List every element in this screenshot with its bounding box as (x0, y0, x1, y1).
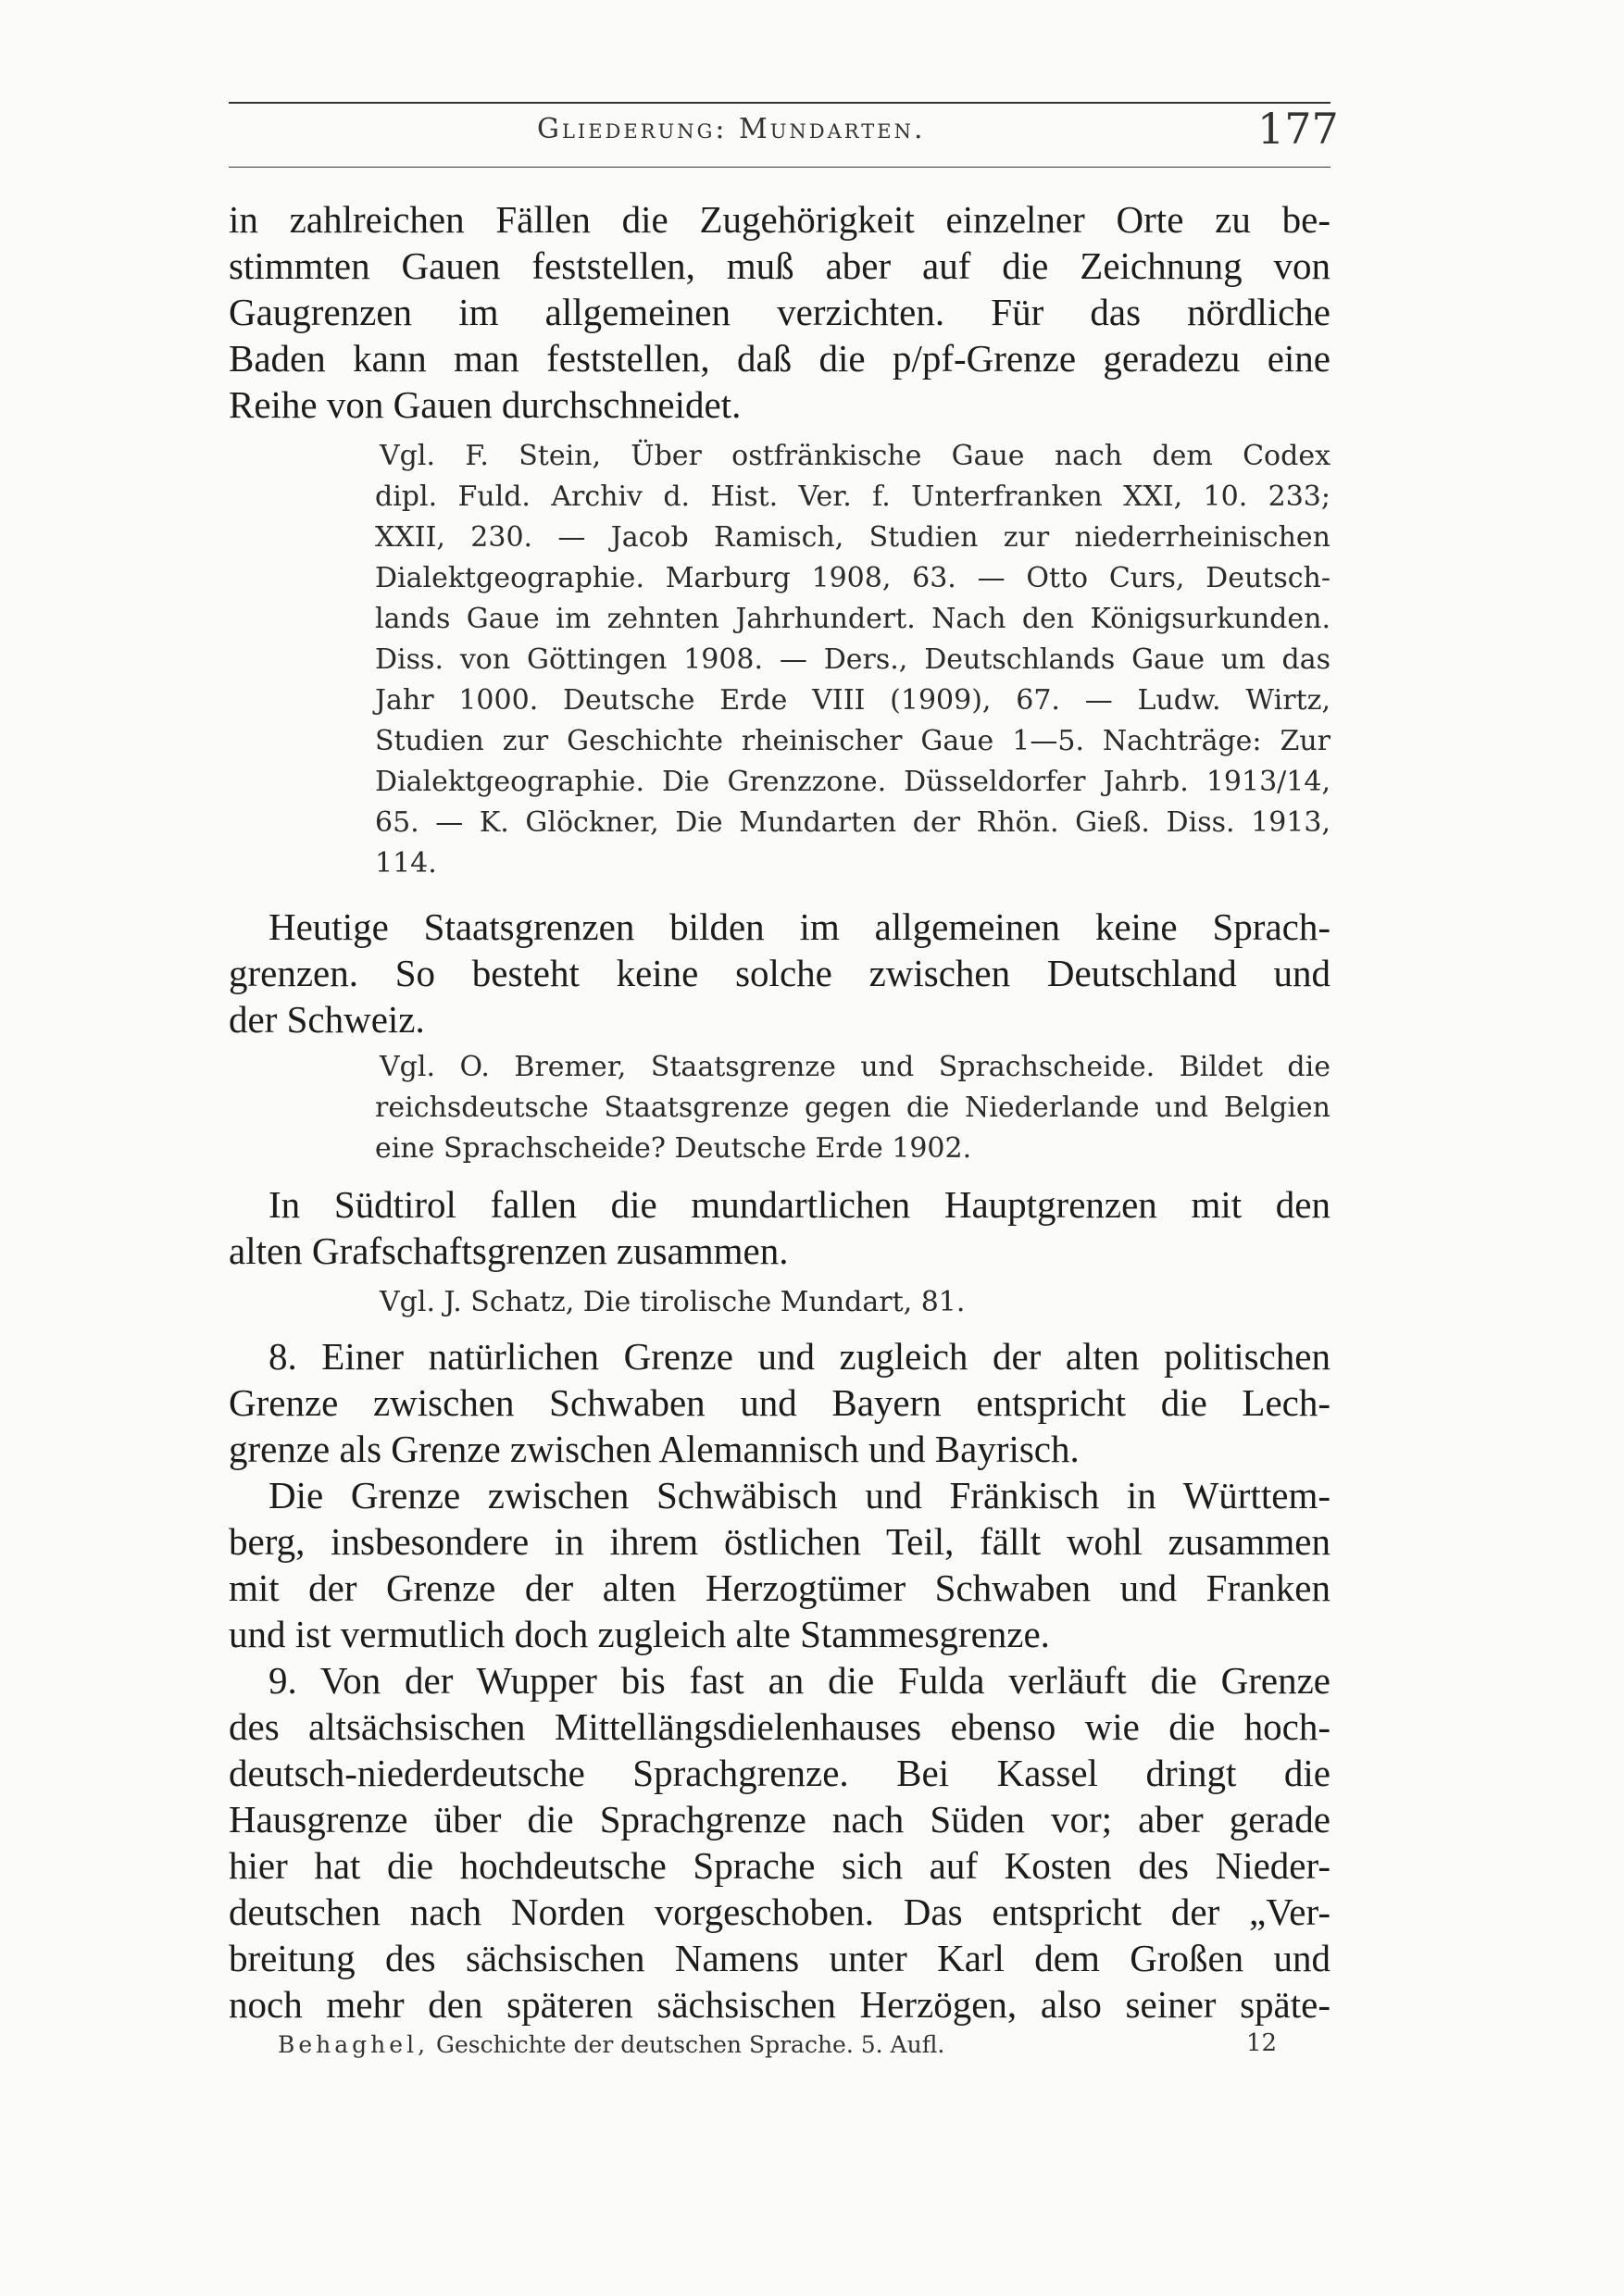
footnote-line: Vgl. O. Bremer, Staatsgrenze und Sprachscheide. Bildet die (380, 1051, 1330, 1083)
text-line: hier hat die hochdeutsche Sprache sich auf Kosten des Nieder- (229, 1844, 1330, 1887)
text-line: 9. Von der Wupper bis fast an die Fulda verläuft die Grenze (269, 1659, 1330, 1702)
text-line: berg, insbesondere in ihrem östlichen Teil, fällt wohl zusammen (229, 1520, 1330, 1563)
footnote-line: Diss. von Göttingen 1908. — Ders., Deutschlands Gaue um das (375, 643, 1330, 676)
text-line: des altsächsischen Mittellängsdielenhauses ebenso wie die hoch- (229, 1705, 1330, 1748)
footnote-line: XXII, 230. — Jacob Ramisch, Studien zur niederrheinischen (375, 521, 1330, 554)
footnote-line: Dialektgeographie. Die Grenzzone. Düsseldorfer Jahrb. 1913/14, (375, 766, 1330, 798)
footer-author: Behaghel, (278, 2031, 430, 2058)
text-line: breitung des sächsischen Namens unter Karl dem Großen und (229, 1937, 1330, 1979)
text-line: Grenze zwischen Schwaben und Bayern entspricht die Lech- (229, 1381, 1330, 1424)
text-line: Gaugrenzen im allgemeinen verzichten. Für das nördliche (229, 291, 1330, 333)
text-line: mit der Grenze der alten Herzogtümer Schwaben und Franken (229, 1566, 1330, 1609)
text-line: grenze als Grenze zwischen Alemannisch und Bayrisch. (229, 1428, 1080, 1470)
text-line: noch mehr den späteren sächsischen Herzögen, also seiner späte- (229, 1983, 1330, 2026)
text-line: Baden kann man feststellen, daß die p/pf-Grenze geradezu eine (229, 337, 1330, 380)
footnote-line: Studien zur Geschichte rheinischer Gaue 1—5. Nachträge: Zur (375, 725, 1330, 757)
footnote-line: lands Gaue im zehnten Jahrhundert. Nach den Königsurkunden. (375, 603, 1330, 635)
text-line: alten Grafschaftsgrenzen zusammen. (229, 1229, 789, 1272)
text-line: und ist vermutlich doch zugleich alte Stammesgrenze. (229, 1613, 1050, 1655)
footnote-line: Vgl. F. Stein, Über ostfränkische Gaue nach dem Codex (380, 440, 1330, 472)
footer-title: Geschichte der deutschen Sprache. 5. Aufl. (435, 2031, 945, 2058)
sheet-signature: 12 (1246, 2029, 1278, 2057)
footnote-line: Jahr 1000. Deutsche Erde VIII (1909), 67. — Ludw. Wirtz, (375, 684, 1330, 717)
footnote-line: 114. (375, 847, 437, 880)
text-line: der Schweiz. (229, 998, 425, 1041)
footnote-line: eine Sprachscheide? Deutsche Erde 1902. (375, 1132, 972, 1165)
header-rule-bottom (229, 167, 1330, 168)
footnote-line: Vgl. J. Schatz, Die tirolische Mundart, 81. (380, 1286, 966, 1318)
text-line: in zahlreichen Fällen die Zugehörigkeit einzelner Orte zu be- (229, 198, 1330, 241)
text-line: 8. Einer natürlichen Grenze und zugleich der alten politischen (269, 1335, 1330, 1378)
text-line: deutsch-niederdeutsche Sprachgrenze. Bei Kassel dringt die (229, 1752, 1330, 1794)
text-line: grenzen. So besteht keine solche zwischen Deutschland und (229, 952, 1330, 994)
footnote-line: reichsdeutsche Staatsgrenze gegen die Niederlande und Belgien (375, 1092, 1330, 1124)
text-line: Die Grenze zwischen Schwäbisch und Fränkisch in Württem- (269, 1474, 1330, 1516)
text-line: Reihe von Gauen durchschneidet. (229, 383, 742, 426)
text-line: Heutige Staatsgrenzen bilden im allgemeinen keine Sprach- (269, 905, 1330, 948)
text-line: stimmten Gauen feststellen, muß aber auf die Zeichnung von (229, 244, 1330, 287)
header-rule-top (229, 102, 1330, 104)
signature-line (278, 2031, 944, 2058)
page-number: 177 (1257, 104, 1339, 154)
footnote-line: 65. — K. Glöckner, Die Mundarten der Rhön. Gieß. Diss. 1913, (375, 806, 1330, 839)
running-header: Gliederung: Mundarten. (537, 113, 926, 145)
text-line: In Südtirol fallen die mundartlichen Hauptgrenzen mit den (269, 1183, 1330, 1226)
text-line: Hausgrenze über die Sprachgrenze nach Süden vor; aber gerade (229, 1798, 1330, 1841)
footnote-line: Dialektgeographie. Marburg 1908, 63. — Otto Curs, Deutsch- (375, 562, 1330, 594)
text-line: deutschen nach Norden vorgeschoben. Das entspricht der „Ver- (229, 1890, 1330, 1933)
footnote-line: dipl. Fuld. Archiv d. Hist. Ver. f. Unterfranken XXI, 10. 233; (375, 480, 1330, 513)
